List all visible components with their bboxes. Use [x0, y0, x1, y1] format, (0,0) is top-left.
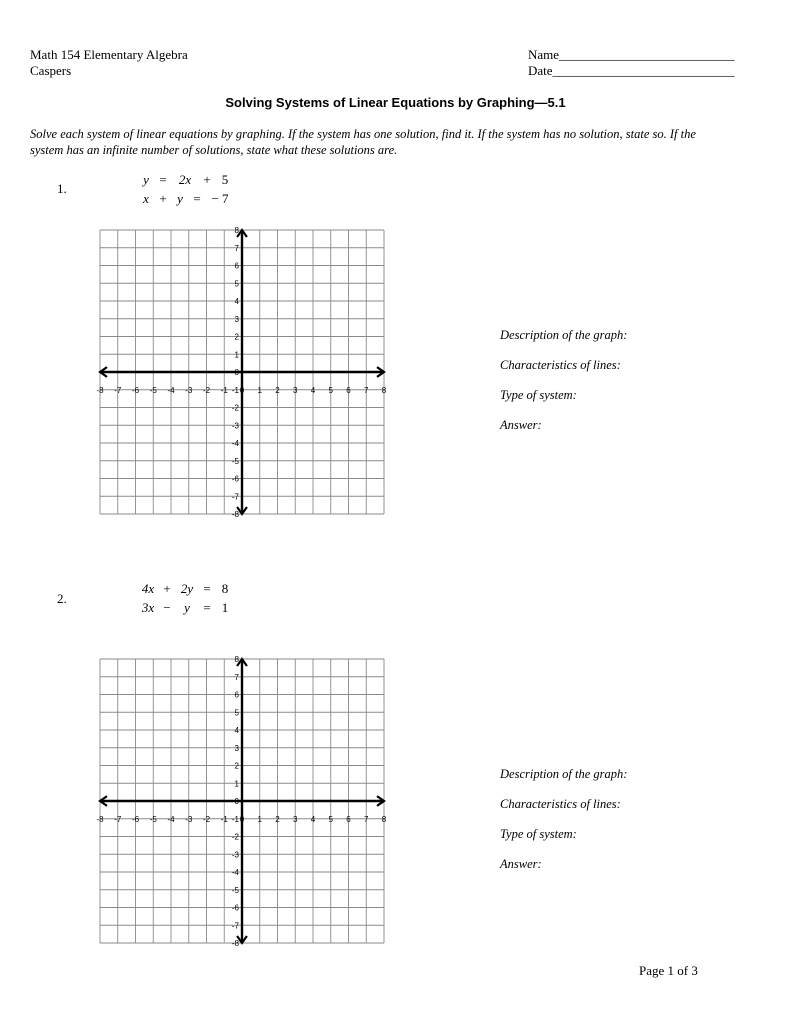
y-tick-label: -2	[231, 832, 239, 842]
eq-term: 5	[221, 172, 229, 187]
x-tick-label: 7	[364, 386, 369, 395]
y-tick-label: -1	[231, 385, 239, 395]
y-tick-label: -6	[231, 474, 239, 484]
eq-term: 4x	[141, 581, 155, 596]
eq-term: 3x	[141, 600, 155, 615]
answer-label: Answer:	[500, 418, 542, 432]
eq-term: =	[159, 172, 167, 187]
x-tick-label: -1	[220, 386, 228, 395]
eq-term: +	[203, 172, 211, 187]
eq-term: x	[143, 191, 149, 206]
equation-2	[140, 598, 232, 617]
y-tick-label: 7	[234, 672, 239, 682]
coordinate-grid[interactable]	[92, 651, 392, 949]
x-tick-label: 2	[275, 386, 280, 395]
y-tick-label: -4	[231, 439, 239, 448]
x-tick-label: -7	[114, 386, 122, 395]
equation-1	[140, 579, 232, 598]
y-tick-label: 2	[234, 761, 239, 771]
eq-term: y	[184, 600, 190, 615]
y-tick-label: -7	[231, 921, 239, 931]
problem-number: 2.	[57, 591, 67, 606]
y-tick-label: -6	[231, 903, 239, 913]
eq-term: =	[193, 191, 201, 206]
y-tick-label: 4	[234, 726, 239, 735]
equation-system	[140, 579, 232, 617]
equation-1	[140, 170, 232, 189]
y-tick-label: 0	[234, 368, 239, 377]
eq-term: 2y	[180, 581, 194, 596]
eq-term: +	[159, 191, 167, 206]
y-tick-label: 6	[234, 261, 239, 271]
y-tick-label: 7	[234, 243, 239, 253]
y-tick-label: 3	[234, 743, 239, 753]
x-tick-label: 8	[381, 815, 387, 824]
x-tick-label: 5	[328, 386, 333, 395]
description-label: Description of the graph:	[500, 767, 628, 781]
instructions: Solve each system of linear equations by graphing. If the system has one solution, find it. If the system has no solution, state so. If the system has an infinite number of solutions, state what these solutions are.	[30, 127, 696, 157]
y-tick-label: 8	[234, 226, 239, 235]
x-tick-label: -8	[96, 815, 104, 824]
y-tick-label: 3	[234, 314, 239, 324]
x-tick-label: 6	[346, 386, 351, 395]
x-tick-label: 4	[310, 386, 316, 395]
y-tick-label: -2	[231, 403, 239, 413]
characteristics-label: Characteristics of lines:	[500, 358, 621, 372]
problem-number: 1.	[57, 181, 67, 196]
x-tick-label: -8	[96, 386, 104, 395]
y-tick-label: -8	[231, 510, 239, 519]
course-title: Math 154 Elementary Algebra	[30, 47, 188, 62]
x-tick-label: -2	[202, 386, 211, 395]
y-tick-label: 8	[234, 655, 239, 664]
instructor-name: Caspers	[30, 63, 72, 78]
y-tick-label: 4	[234, 297, 239, 306]
coordinate-grid[interactable]	[92, 222, 392, 520]
x-tick-label: -5	[149, 815, 157, 824]
description-label: Description of the graph:	[500, 328, 628, 342]
name-field[interactable]: Name___________________________	[528, 47, 735, 62]
y-tick-label: -1	[231, 814, 239, 824]
x-tick-label: -6	[131, 386, 140, 395]
y-tick-label: -4	[231, 868, 239, 877]
y-tick-label: -8	[231, 939, 239, 948]
x-tick-label: 8	[381, 386, 387, 395]
x-tick-label: -6	[131, 815, 140, 824]
x-tick-label: 3	[293, 386, 298, 395]
y-tick-label: -5	[231, 885, 239, 895]
x-tick-label: 2	[275, 815, 280, 824]
characteristics-label: Characteristics of lines:	[500, 797, 621, 811]
x-tick-label: -4	[167, 386, 175, 395]
x-tick-label: 1	[257, 386, 262, 395]
x-tick-label: 0	[239, 815, 245, 824]
x-tick-label: -4	[167, 815, 175, 824]
y-tick-label: -7	[231, 492, 239, 502]
eq-term: y	[143, 172, 149, 187]
eq-term: 1	[221, 600, 229, 615]
y-tick-label: -5	[231, 456, 239, 466]
system-type-label: Type of system:	[500, 388, 577, 402]
worksheet-title: Solving Systems of Linear Equations by Graphing—5.1	[225, 95, 566, 110]
x-tick-label: 0	[239, 386, 245, 395]
x-tick-label: -3	[185, 386, 193, 395]
eq-term: =	[203, 581, 211, 596]
x-tick-label: -1	[220, 815, 228, 824]
eq-term: − 7	[211, 191, 229, 206]
eq-term: −	[163, 600, 171, 615]
y-tick-label: 5	[234, 708, 239, 718]
date-field[interactable]: Date____________________________	[528, 63, 735, 78]
y-tick-label: 1	[234, 779, 239, 789]
y-tick-label: -3	[231, 850, 239, 860]
eq-term: 2x	[178, 172, 192, 187]
y-tick-label: 5	[234, 279, 239, 289]
x-tick-label: -2	[202, 815, 211, 824]
x-tick-label: 6	[346, 815, 351, 824]
x-tick-label: 3	[293, 815, 298, 824]
x-tick-label: 7	[364, 815, 369, 824]
equation-system	[140, 170, 232, 208]
x-tick-label: -7	[114, 815, 122, 824]
answer-label: Answer:	[500, 857, 542, 871]
eq-term: +	[163, 581, 171, 596]
y-tick-label: 0	[234, 797, 239, 806]
eq-term: y	[177, 191, 183, 206]
eq-term: =	[203, 600, 211, 615]
x-tick-label: 5	[328, 815, 333, 824]
y-tick-label: 2	[234, 332, 239, 342]
x-tick-label: 1	[257, 815, 262, 824]
x-tick-label: 4	[310, 815, 316, 824]
y-tick-label: 1	[234, 350, 239, 360]
x-tick-label: -5	[149, 386, 157, 395]
system-type-label: Type of system:	[500, 827, 577, 841]
x-tick-label: -3	[185, 815, 193, 824]
y-tick-label: -3	[231, 421, 239, 431]
y-tick-label: 6	[234, 690, 239, 700]
page-number: Page 1 of 3	[639, 963, 698, 978]
eq-term: 8	[221, 581, 229, 596]
equation-2	[140, 189, 232, 208]
